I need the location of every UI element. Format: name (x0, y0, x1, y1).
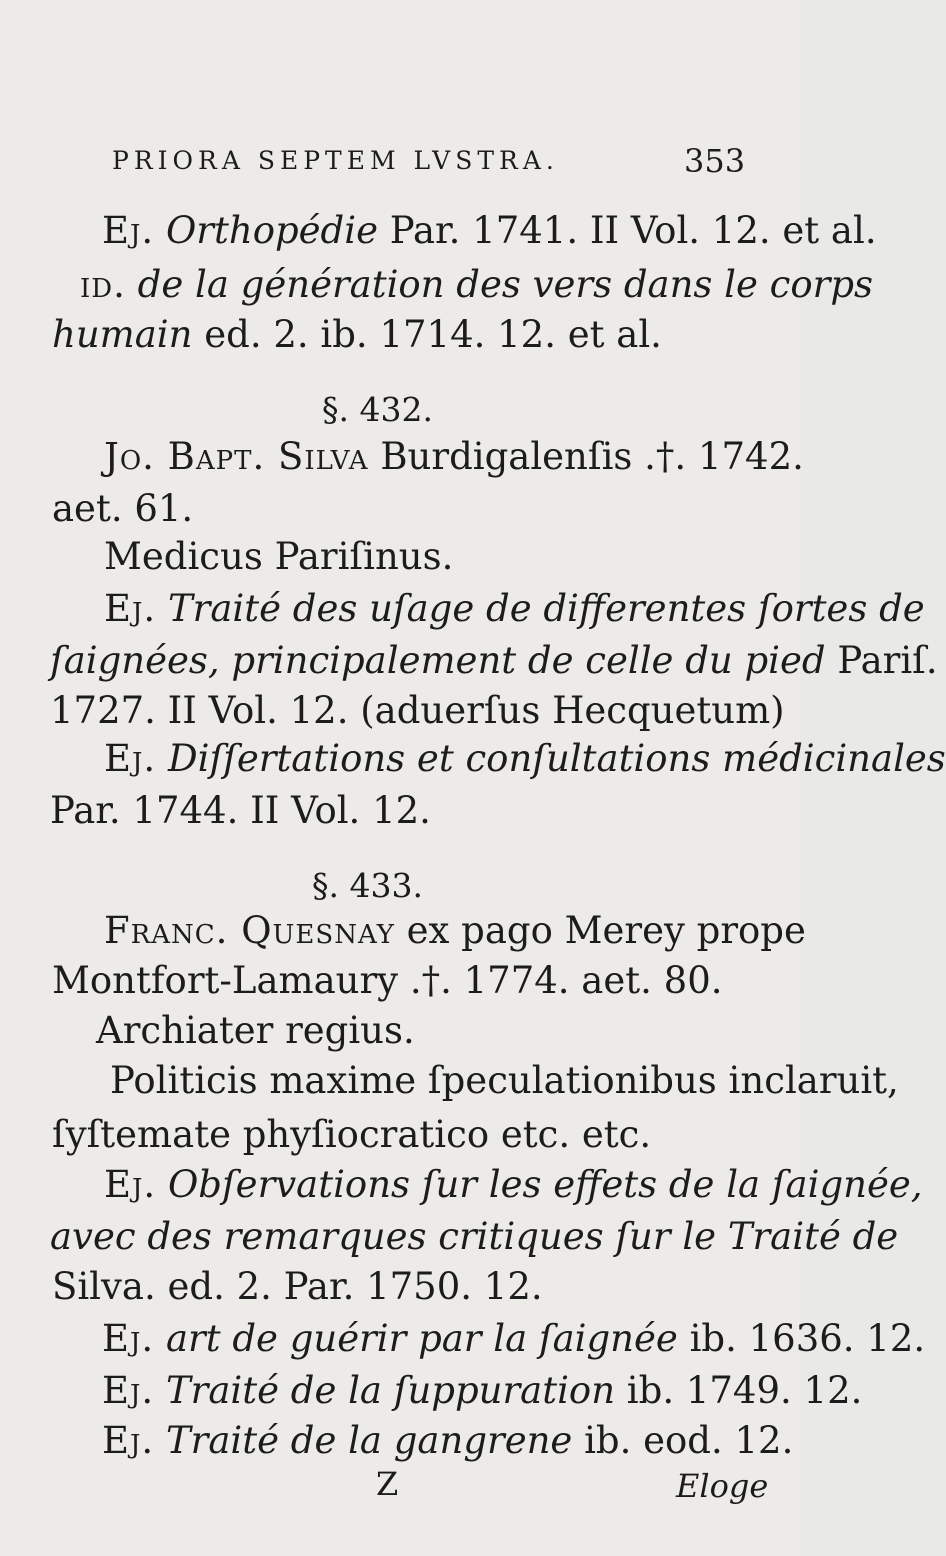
section-432-age: aet. 61. (52, 487, 194, 530)
section-433-note-continued: ſyſtemate phyſiocratico etc. etc. (52, 1113, 652, 1156)
work-traite-saignees: Ej. Traité des uſage de differentes ſortes de (104, 587, 925, 630)
page-number: 353 (684, 142, 746, 180)
section-432-office: Medicus Pariſinus. (104, 535, 454, 578)
work-gangrene: Ej. Traité de la gangrene ib. eod. 12. (102, 1419, 794, 1462)
section-number-433: §. 433. (312, 866, 423, 905)
work-art-de-guerir: Ej. art de guérir par la ſaignée ib. 1636. 12. (102, 1317, 926, 1360)
entry-generation-des-vers: id. de la génération des vers dans le corps (80, 263, 874, 306)
work-observations: Ej. Obſervations ſur les effets de la ſaignée, (104, 1163, 923, 1206)
section-number-432: §. 432. (322, 390, 433, 429)
entry-orthopedie: Ej. Orthopédie Par. 1741. II Vol. 12. et al. (102, 209, 877, 252)
work-dissertations-imprint: Par. 1744. II Vol. 12. (50, 789, 431, 832)
catchword: Eloge (676, 1467, 769, 1505)
section-433-office: Archiater regius. (96, 1009, 415, 1052)
section-433-birthplace: Montfort-Lamaury .†. 1774. aet. 80. (52, 959, 723, 1002)
work-traite-saignees-imprint: 1727. II Vol. 12. (aduerſus Hecquetum) (50, 689, 785, 732)
work-dissertations: Ej. Diſſertations et conſultations médicinales (104, 737, 946, 780)
work-traite-saignees-continued: ſaignées, principalement de celle du pied Pariſ. (50, 639, 938, 682)
section-433-heading: Franc. Quesnay ex pago Merey prope (104, 909, 806, 952)
running-title: PRIORA SEPTEM LVSTRA. (112, 146, 559, 175)
section-432-heading: Jo. Bapt. Silva Burdigalenſis .†. 1742. (104, 435, 804, 478)
entry-generation-continued: humain ed. 2. ib. 1714. 12. et al. (52, 313, 662, 356)
work-observations-imprint: Silva. ed. 2. Par. 1750. 12. (52, 1265, 543, 1308)
signature-mark: Z (376, 1465, 399, 1503)
work-suppuration: Ej. Traité de la ſuppuration ib. 1749. 12. (102, 1369, 863, 1412)
section-433-note: Politicis maxime ſpeculationibus inclaruit, (110, 1059, 899, 1102)
work-observations-continued: avec des remarques critiques ſur le Traité de (50, 1215, 899, 1258)
